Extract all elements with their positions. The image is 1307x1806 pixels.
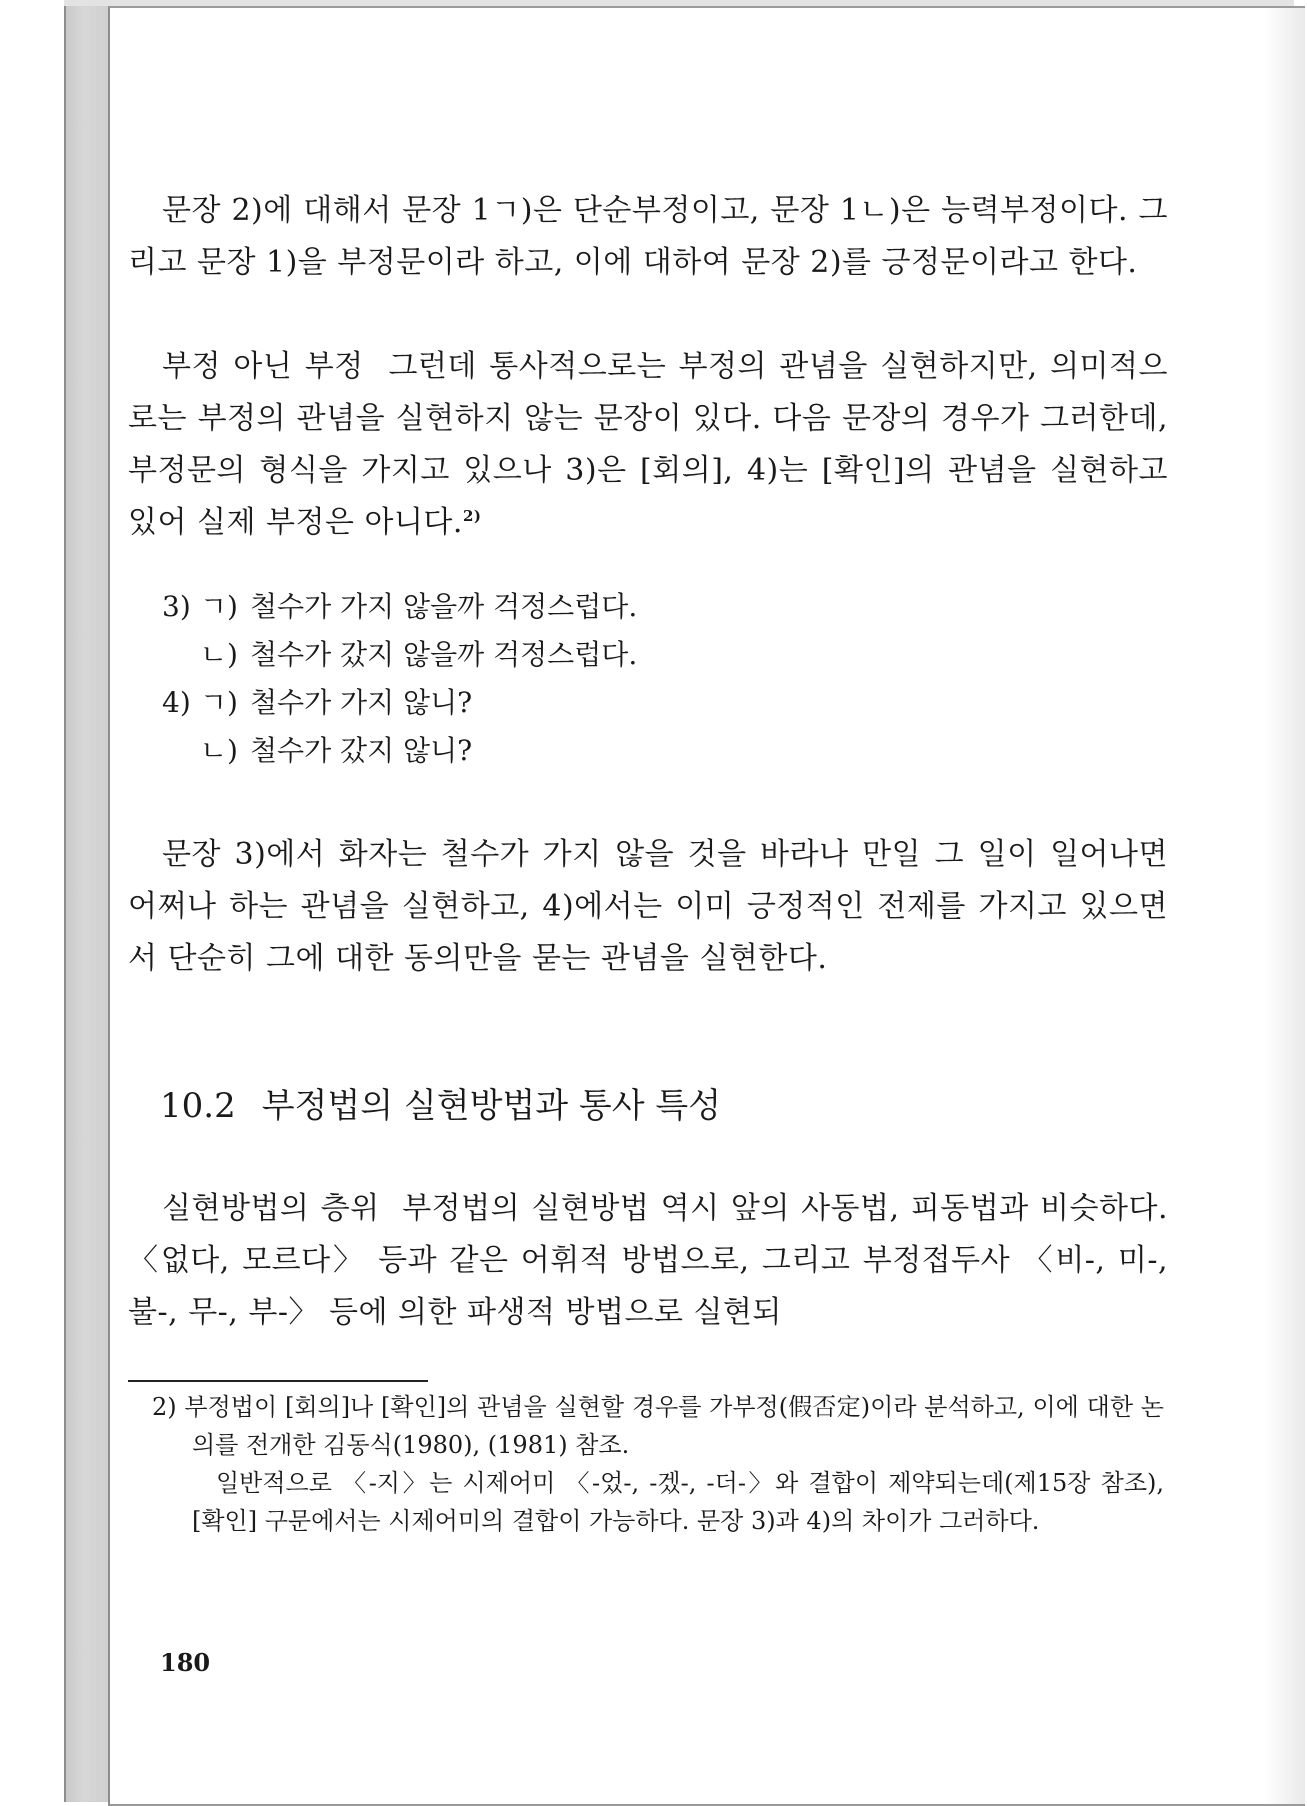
section-title: 부정법의 실현방법과 통사 특성 bbox=[261, 1086, 722, 1126]
paragraph-2-text: 그런데 통사적으로는 부정의 관념을 실현하지만, 의미적으로는 부정의 관념을 실현하지 않는 문장이 있다. 다음 문장의 경우가 그러한데, 부정문의 형식을 가지고 있으나 3)은 [회의], 4)는 [확인]의 관념을 실현하고 있어 실제 부정은 아니다. bbox=[128, 349, 1168, 540]
footnotes bbox=[152, 1388, 1164, 1540]
example-text: 철수가 갔지 않을까 걱정스럽다. bbox=[250, 638, 638, 671]
example-text: 철수가 가지 않니? bbox=[250, 686, 473, 719]
book-spine bbox=[64, 6, 110, 1802]
paragraph-3 bbox=[128, 829, 1168, 985]
footnote-reference: 2) bbox=[462, 507, 482, 525]
page-edge-shadow bbox=[1265, 8, 1305, 1804]
paragraph-1 bbox=[128, 185, 1168, 289]
paragraph-4-text: 부정법의 실현방법 역시 앞의 사동법, 피동법과 비슷하다. 〈없다, 모르다〉 등과 같은 어휘적 방법으로, 그리고 부정접두사 〈비-, 미-, 불-, 무-, 부-〉 등에 의한 파생적 방법으로 실현되 bbox=[128, 1191, 1168, 1330]
section-number: 10.2 bbox=[160, 1086, 236, 1126]
example-list bbox=[162, 583, 1062, 775]
footnote-2-continued: 일반적으로 〈-지〉는 시제어미 〈-었-, -겠-, -더-〉와 결합이 제약되는데(제15장 참조), [확인] 구문에서는 시제어미의 결합이 가능하다. 문장 3)과 4)의 차이가 그러하다. bbox=[192, 1469, 1164, 1535]
example-item: ㄴ) 철수가 갔지 않을까 걱정스럽다. bbox=[200, 638, 638, 671]
example-text: 철수가 가지 않을까 걱정스럽다. bbox=[250, 590, 638, 623]
example-item: 3) ㄱ) 철수가 가지 않을까 걱정스럽다. bbox=[162, 590, 638, 623]
section-heading bbox=[160, 1082, 721, 1130]
footnote-divider bbox=[128, 1380, 428, 1382]
paragraph-3-text: 문장 3)에서 화자는 철수가 가지 않을 것을 바라나 만일 그 일이 일어나면 어쩌나 하는 관념을 실현하고, 4)에서는 이미 긍정적인 전제를 가지고 있으면서 단순히 그에 대한 동의만을 묻는 관념을 실현한다. bbox=[128, 837, 1168, 976]
paragraph-4 bbox=[128, 1183, 1168, 1339]
example-item: 4) ㄱ) 철수가 가지 않니? bbox=[162, 686, 473, 719]
example-item: ㄴ) 철수가 갔지 않니? bbox=[200, 734, 473, 767]
paragraph-2 bbox=[128, 341, 1168, 549]
run-in-heading: 실현방법의 층위 bbox=[162, 1191, 380, 1226]
run-in-heading: 부정 아닌 부정 bbox=[162, 349, 364, 384]
page-number: 180 bbox=[160, 1648, 211, 1677]
paragraph-1-text: 문장 2)에 대해서 문장 1ㄱ)은 단순부정이고, 문장 1ㄴ)은 능력부정이다. 그리고 문장 1)을 부정문이라 하고, 이에 대하여 문장 2)를 긍정문이라고 한다. bbox=[128, 193, 1168, 280]
example-text: 철수가 갔지 않니? bbox=[250, 734, 473, 767]
footnote-2: 2) 부정법이 [회의]나 [확인]의 관념을 실현할 경우를 가부정(假否定)이라 분석하고, 이에 대한 논의를 전개한 김동식(1980), (1981) 참조. bbox=[152, 1393, 1164, 1459]
